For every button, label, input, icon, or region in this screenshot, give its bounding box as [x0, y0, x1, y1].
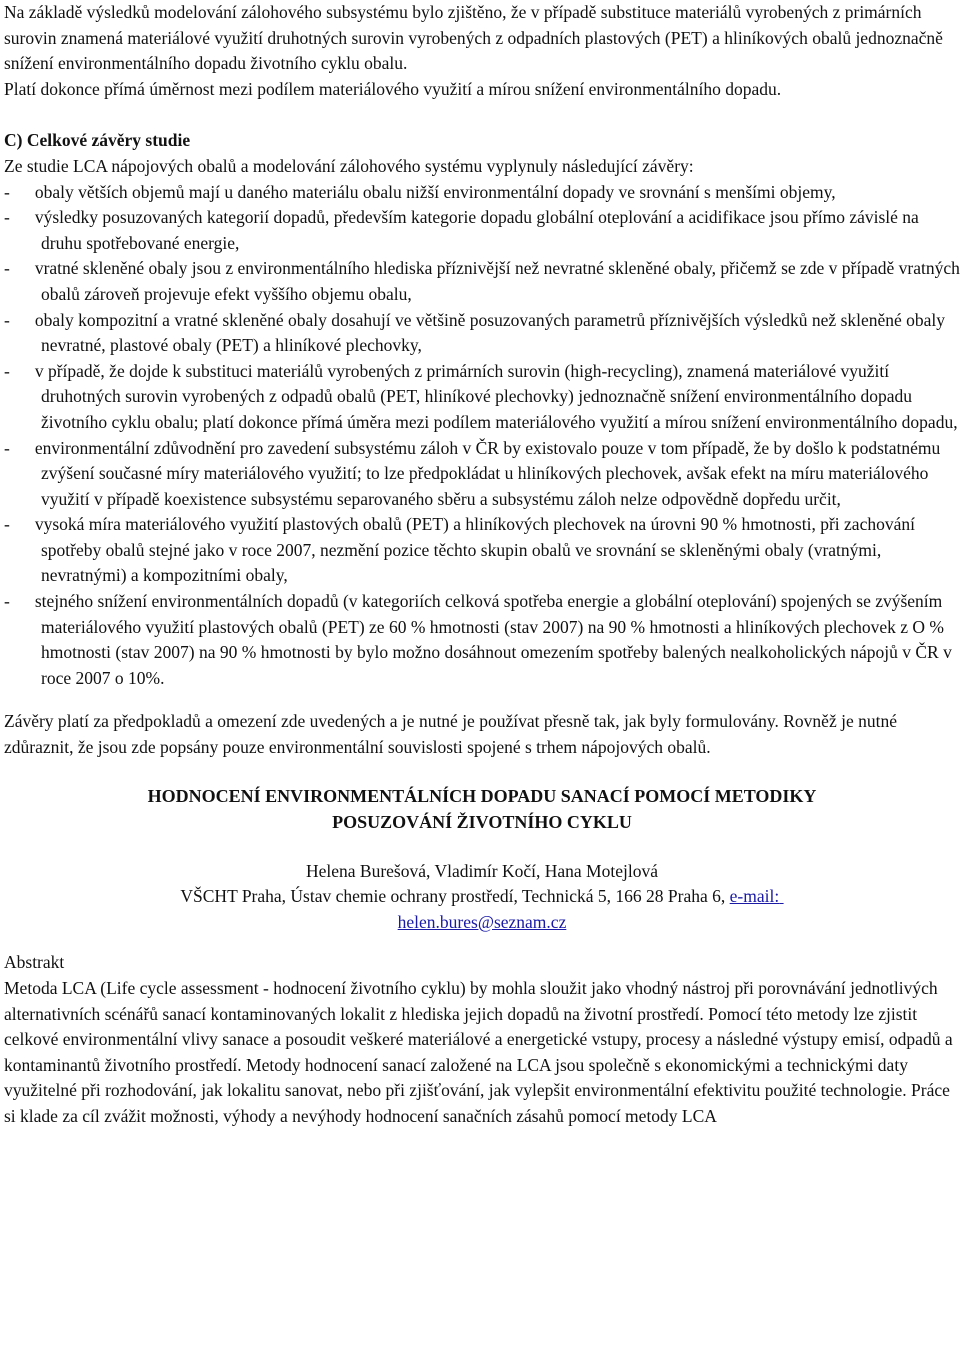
- section-heading: C) Celkové závěry studie: [4, 130, 191, 151]
- article-authors: Helena Burešová, Vladimír Kočí, Hana Motejlová: [305, 860, 658, 881]
- article-title: [4, 783, 960, 835]
- list-dash: -: [4, 514, 10, 535]
- list-item-text: v případě, že dojde k substituci materiálů vyrobených z primárních surovin (high-recycling), znamená materiálové využití druhotných surovin vyrobených z odpadů obalů (PET, hliníkové plechovky) jednoznačně snížení environmentálního dopadu životního cyklu obalu; platí dokonce přímá úměra mezi podílem materiálového využití a mírou snížení environmentálního dopadu,: [34, 360, 958, 432]
- email-address-link[interactable]: helen.bures@seznam.cz: [397, 911, 567, 932]
- list-dash: -: [4, 591, 10, 612]
- list-dash: -: [4, 258, 10, 279]
- email-label: e-mail:: [729, 886, 780, 907]
- spacer: [4, 102, 960, 128]
- list-item-text: stejného snížení environmentálních dopadů (v kategoriích celková spotřeba energie a globální oteplování) spojených se zvýšením materiálového využití plastových obalů (PET) ze 60 % hmotnosti (stav 2007) na 90 % hmotnosti a hliníkových plechovek z O % hmotnosti (stav 2007) na 90 % hmotnosti by bylo možno dosáhnout omezením spotřeby balených nealkoholických nápojů v ČR v roce 2007 o 10%.: [34, 591, 952, 688]
- abstract-label: Abstrakt: [4, 952, 65, 973]
- email-link[interactable]: [730, 886, 784, 906]
- list-item-text: vysoká míra materiálového využití plastových obalů (PET) a hliníkových plechovek na úrovni 90 % hmotnosti, při zachování spotřeby obalů stejné jako v roce 2007, nezmění pozice těchto skupin obalů ve srovnání se skleněnými obaly (vratnými, nevratnými) a kompozitními obaly,: [34, 514, 915, 586]
- list-dash: -: [4, 309, 10, 330]
- list-item: [4, 512, 960, 589]
- list-dash: -: [4, 437, 10, 458]
- list-item-text: vratné skleněné obaly jsou z environmentálního hlediska příznivější než nevratné skleněné obaly, přičemž se zde v případě vratných obalů zároveň projevuje efekt vyššího objemu obalu,: [34, 258, 960, 304]
- list-item: [4, 205, 960, 256]
- list-item-text: obaly kompozitní a vratné skleněné obaly dosahují ve většině posuzovaných parametrů příznivějších výsledků než skleněné obaly nevratné, plastové obaly (PET) a hliníkové plechovky,: [34, 309, 946, 356]
- list-item: [4, 308, 960, 359]
- list-item: [4, 256, 960, 307]
- list-dash: -: [4, 181, 10, 202]
- list-item: [4, 359, 960, 436]
- article-title-line-1: HODNOCENÍ ENVIRONMENTÁLNÍCH DOPADU SANACÍ POMOCÍ METODIKY: [147, 785, 817, 806]
- list-item: [4, 589, 960, 691]
- abstract-text: Metoda LCA (Life cycle assessment - hodnocení životního cyklu) by mohla sloužit jako vhodný nástroj při porovnávání jednotlivých alternativních scénářů sanací kontaminovaných lokalit z hlediska jejich dopadů na životní prostředí. Pomocí této metody lze zjistit celkové environmentální vlivy sanace a posoudit veškeré materiálové a energetické vstupy, procesy a následné výstupy emisí, odpadů a kontaminantů životního prostředí. Metody hodnocení sanací založené na LCA jsou společně s ekonomickými a technickými daty využitelné při rozhodování, jak lokalitu sanovat, nebo při zjišťování, jak vylepšit environmentální efektivitu použité technologie. Práce si klade za cíl zvážit možnosti, výhody a nevýhody hodnocení sanačních zásahů pomocí metody LCA: [4, 978, 953, 1126]
- list-item: [4, 436, 960, 513]
- conclusions-list: [4, 180, 960, 692]
- intro-paragraph-2: Platí dokonce přímá úměrnost mezi podílem materiálového využití a mírou snížení environmentálního dopadu.: [4, 78, 782, 99]
- affiliation-text: VŠCHT Praha, Ústav chemie ochrany prostředí, Technická 5, 166 28 Praha 6,: [180, 886, 726, 907]
- list-dash: -: [4, 207, 10, 228]
- list-item: [4, 180, 960, 206]
- list-item-text: výsledky posuzovaných kategorií dopadů, především kategorie dopadu globální oteplování a acidifikace jsou přímo závislé na druhu spotřebované energie,: [34, 207, 919, 253]
- spacer: [4, 691, 960, 709]
- list-item-text: obaly větších objemů mají u daného materiálu obalu nižší environmentální dopady ve srovnání s menšími objemy,: [34, 181, 836, 202]
- closing-paragraph: Závěry platí za předpokladů a omezení zde uvedených a je nutné je používat přesně tak, jak byly formulovány. Rovněž je nutné zdůraznit, že jsou zde popsány pouze environmentální souvislosti spojené s trhem nápojových obalů.: [4, 711, 897, 758]
- list-dash: -: [4, 360, 10, 381]
- section-lead: Ze studie LCA nápojových obalů a modelování zálohového systému vyplynuly následující závěry:: [4, 155, 694, 176]
- article-affiliation: [4, 884, 960, 935]
- article-title-line-2: POSUZOVÁNÍ ŽIVOTNÍHO CYKLU: [332, 811, 632, 832]
- list-item-text: environmentální zdůvodnění pro zavedení subsystému záloh v ČR by existovalo pouze v tom případě, že by došlo k podstatnému zvýšení současné míry materiálového využití; to lze předpokládat u hliníkových plechovek, avšak efekt na míru materiálového využití v případě koexistence subsystému separovaného sběru a subsystému záloh nelze odpovědně dopředu určit,: [34, 437, 941, 509]
- intro-paragraph-1: Na základě výsledků modelování zálohového subsystému bylo zjištěno, že v případě substituce materiálů vyrobených z primárních surovin znamená materiálové využití druhotných surovin vyrobených z odpadních plastových (PET) a hliníkových obalů jednoznačně snížení environmentálního dopadu životního cyklu obalu.: [4, 2, 943, 74]
